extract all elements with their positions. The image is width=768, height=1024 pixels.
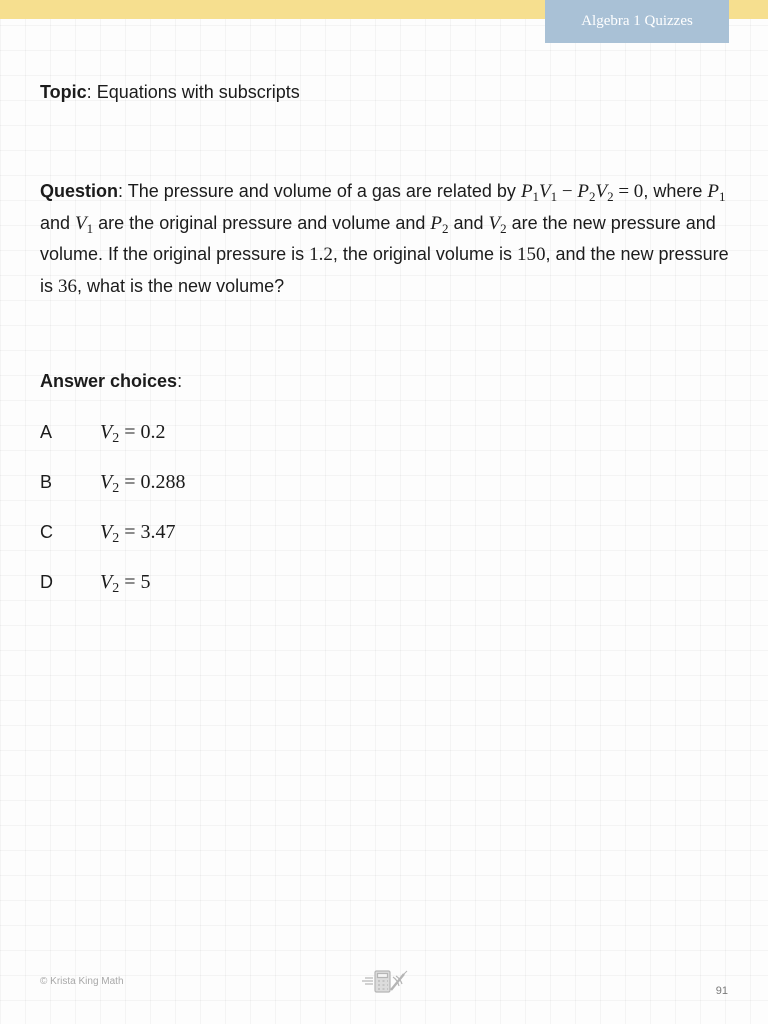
question-part-1: The pressure and volume of a gas are related by — [127, 181, 521, 201]
subscript-1: 1 — [718, 189, 726, 204]
answer-choices-colon: : — [177, 371, 183, 391]
answer-choice-c[interactable] — [40, 519, 176, 545]
choice-expression — [100, 421, 166, 444]
question-text — [40, 176, 740, 302]
question-part-5: , the original volume is — [332, 244, 517, 264]
var-p: P — [707, 181, 719, 202]
header-tab — [545, 0, 729, 43]
topic-label: Topic — [40, 82, 87, 102]
value-p1: 1.2 — [309, 244, 333, 265]
question-part-3: are the original pressure and volume and — [93, 212, 431, 233]
var-p: P — [577, 181, 589, 202]
var-v: V — [488, 212, 501, 234]
var-v: V — [100, 570, 113, 593]
choice-letter: C — [40, 521, 53, 542]
var-v: V — [100, 420, 113, 443]
choice-expression — [100, 471, 186, 494]
value-v1: 150 — [516, 244, 546, 265]
equals-zero: = 0 — [613, 181, 644, 202]
subscript-2: 2 — [588, 189, 596, 204]
minus-sign: − — [557, 181, 578, 202]
answer-choices-heading — [40, 371, 182, 392]
question-part-6: , and the new pressure is — [40, 244, 729, 296]
choice-expression — [100, 571, 151, 594]
var-v: V — [100, 470, 113, 493]
question-part-4: are the new pressure and volume. If the original pressure is — [40, 212, 716, 264]
subscript-1: 1 — [86, 220, 94, 236]
v1-symbol — [75, 213, 93, 234]
subscript-1: 1 — [550, 189, 558, 204]
subscript-2: 2 — [441, 220, 449, 236]
and-text: and — [448, 212, 489, 233]
choice-value: = 0.288 — [119, 470, 186, 493]
choice-expression — [100, 521, 176, 544]
answer-choice-a[interactable] — [40, 419, 166, 445]
p1-symbol — [707, 181, 725, 202]
topic-line — [40, 82, 300, 103]
choice-value: = 3.47 — [119, 520, 176, 543]
subscript-2: 2 — [500, 220, 507, 236]
choice-letter: D — [40, 571, 53, 592]
comma: , — [643, 181, 649, 201]
p2-symbol — [430, 213, 448, 234]
var-v: V — [75, 212, 87, 234]
subscript: 2 — [112, 480, 120, 496]
choice-value: = 0.2 — [119, 420, 166, 443]
page-number: 91 — [715, 985, 728, 997]
relation-equation — [521, 181, 643, 202]
v2-symbol — [489, 213, 507, 234]
question-separator: : — [118, 181, 128, 201]
answer-choice-d[interactable] — [40, 569, 151, 595]
topic-text: Equations with subscripts — [96, 82, 300, 102]
copyright-text: © Krista King Math — [40, 976, 124, 987]
and-text: and — [40, 212, 76, 233]
answer-choices-label: Answer choices — [40, 371, 178, 391]
question-part-7: , what is the new volume? — [77, 275, 285, 296]
topic-separator: : — [86, 82, 97, 102]
choice-letter: B — [40, 471, 53, 492]
var-v: V — [595, 181, 608, 202]
subscript: 2 — [112, 530, 120, 546]
var-p: P — [430, 212, 442, 234]
subscript: 2 — [112, 580, 120, 596]
choice-value: = 5 — [119, 570, 151, 593]
var-v: V — [100, 520, 113, 543]
question-part-2: where — [648, 181, 708, 201]
choice-letter: A — [40, 421, 53, 442]
subscript-1: 1 — [532, 189, 540, 204]
calculator-pencil-icon — [360, 966, 410, 996]
header-tab-label: Algebra 1 Quizzes — [581, 13, 693, 29]
subscript-2: 2 — [607, 189, 614, 204]
var-v: V — [539, 181, 551, 202]
question-label: Question — [40, 181, 119, 201]
value-p2: 36 — [58, 275, 77, 297]
subscript: 2 — [112, 430, 120, 446]
answer-choice-b[interactable] — [40, 469, 186, 495]
var-p: P — [520, 181, 533, 202]
